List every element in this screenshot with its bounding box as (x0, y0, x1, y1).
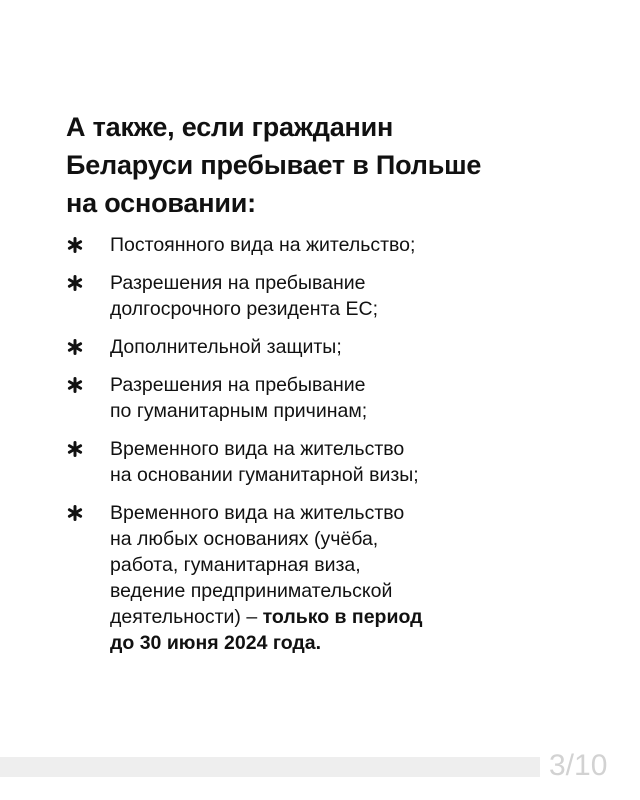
asterisk-icon (66, 236, 84, 254)
item-text: на основании гуманитарной визы; (110, 464, 419, 486)
heading (66, 108, 566, 222)
list-item (66, 372, 586, 424)
asterisk-icon (66, 274, 84, 292)
list-item (66, 436, 586, 488)
list-item (66, 232, 586, 258)
asterisk-icon (66, 504, 84, 522)
basis-list (66, 232, 586, 668)
item-text: Постоянного вида на жительство; (110, 234, 416, 256)
deadline-highlight: только в период (262, 606, 423, 628)
item-text: долгосрочного резидента ЕС; (110, 298, 379, 320)
heading-line: Беларуси пребывает в Польше (66, 150, 482, 180)
page-counter: 3/10 (549, 749, 608, 782)
item-text: Разрешения на пребывание (110, 272, 366, 294)
item-text: Временного вида на жительство (110, 438, 405, 460)
asterisk-icon (66, 376, 84, 394)
list-item (66, 500, 586, 656)
item-text: ведение предпринимательской (110, 580, 393, 602)
item-text: на любых основаниях (учёба, (110, 528, 379, 550)
asterisk-icon (66, 440, 84, 458)
progress-bar (0, 757, 540, 777)
heading-line: А также, если гражданин (66, 112, 394, 142)
deadline-highlight: до 30 июня 2024 года. (110, 632, 321, 654)
heading-line: на основании: (66, 188, 256, 218)
asterisk-icon (66, 338, 84, 356)
item-text: Дополнительной защиты; (110, 336, 342, 358)
item-text: Временного вида на жительство (110, 502, 405, 524)
item-text-mixed (110, 604, 586, 630)
list-item (66, 334, 586, 360)
item-text: по гуманитарным причинам; (110, 400, 368, 422)
item-text: Разрешения на пребывание (110, 374, 366, 396)
item-text-regular: деятельности) – (110, 606, 263, 628)
list-item (66, 270, 586, 322)
item-text: работа, гуманитарная виза, (110, 554, 361, 576)
